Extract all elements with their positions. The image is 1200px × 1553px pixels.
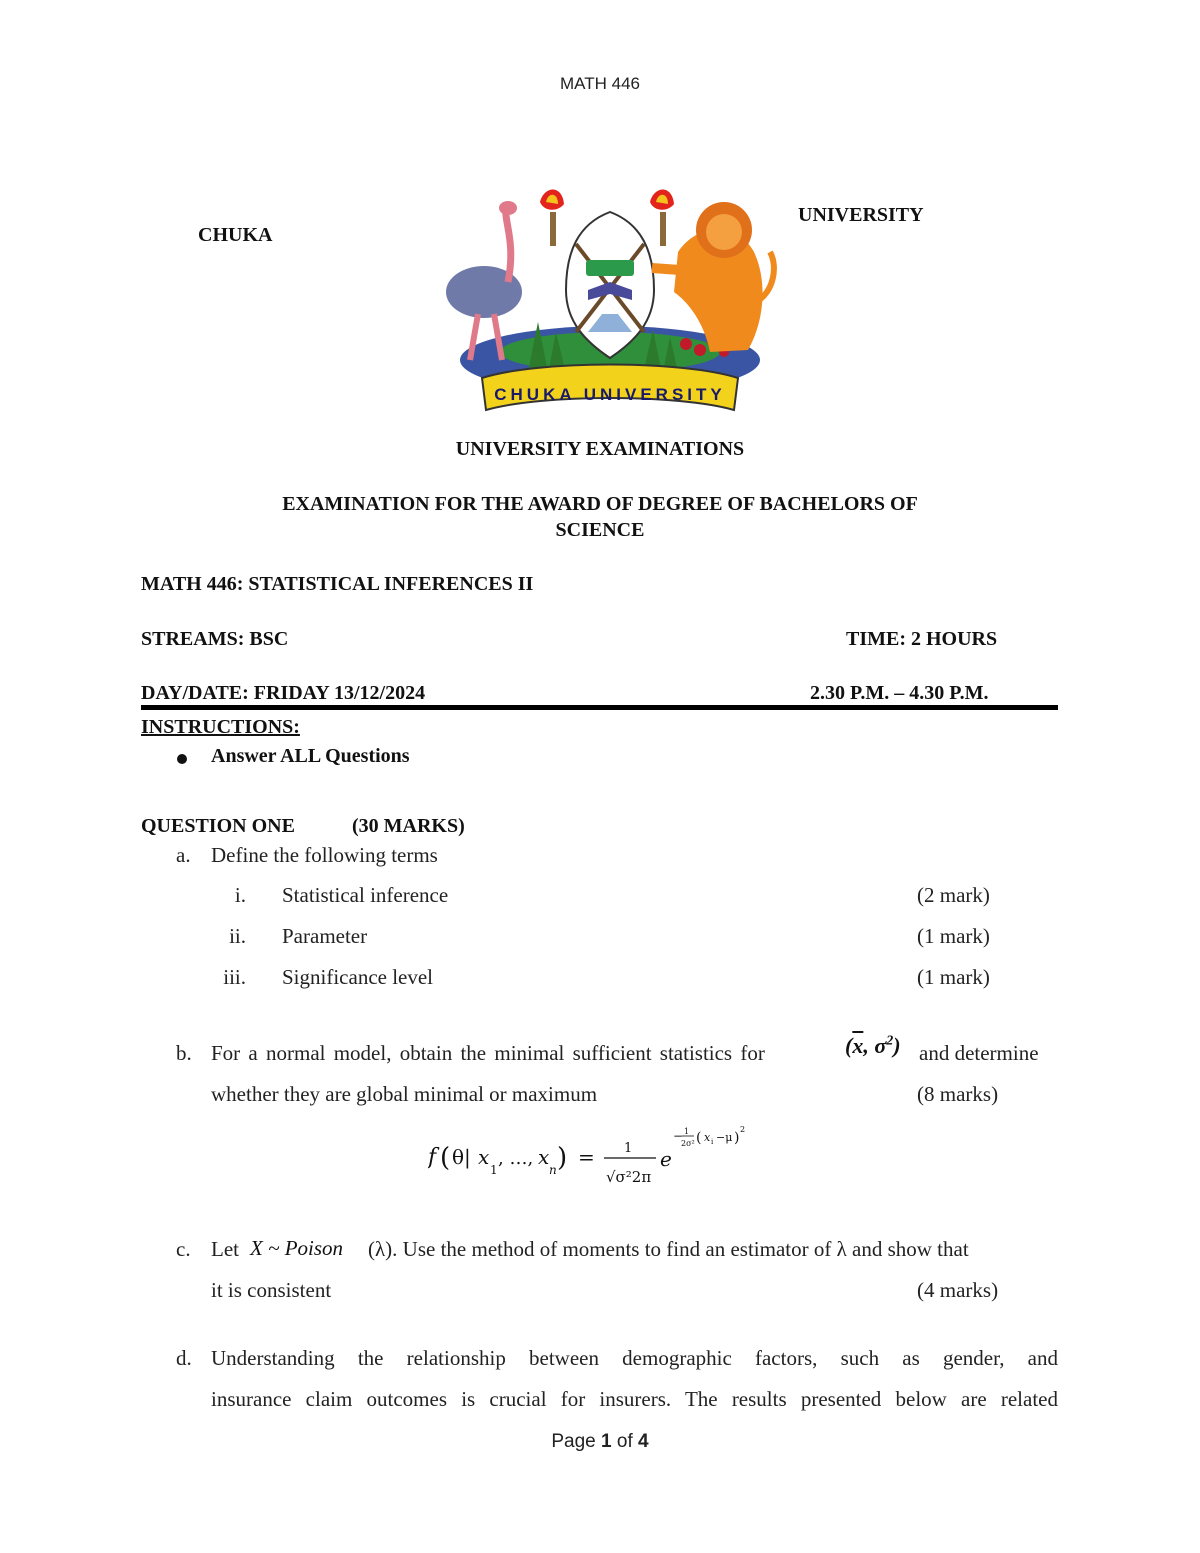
item-text: Significance level [282,965,434,989]
item-text: Parameter [282,924,368,948]
instruction-item: Answer ALL Questions [211,745,410,767]
normal-density-formula [428,1122,788,1194]
streams: STREAMS: BSC [141,628,289,650]
page-footer [0,1431,1200,1453]
bullet-icon [177,754,187,764]
svg-text:x: x [704,1131,711,1144]
exam-duration: TIME: 2 HOURS [846,628,998,650]
footer-page-total: 4 [638,1431,649,1452]
svg-text:): ) [734,1130,740,1146]
part-a-text: Define the following terms [211,843,438,867]
svg-text:e: e [660,1147,672,1171]
exam-session-time: 2.30 P.M. – 4.30 P.M. [810,682,989,704]
instructions-title: INSTRUCTIONS: [141,716,300,738]
svg-text:x: x [478,1145,490,1169]
svg-text:2σ²: 2σ² [681,1139,695,1148]
part-d-line2: insurance claim outcomes is crucial for insurers. The results presented below are related [211,1387,1058,1411]
item-number: ii. [229,924,246,948]
exam-day-date: DAY/DATE: FRIDAY 13/12/2024 [141,682,426,704]
svg-text:2: 2 [740,1125,746,1134]
university-crest-logo [438,182,783,418]
header-right-word: UNIVERSITY [798,204,924,226]
svg-text:=: = [578,1145,595,1169]
item-marks: (1 mark) [917,965,990,989]
part-b-label: b. [176,1041,192,1065]
part-d-label: d. [176,1346,192,1370]
part-c-line1: (λ). Use the method of moments to find an estimator of λ and show that [368,1237,969,1261]
part-c-let: Let [211,1237,239,1261]
poisson-math: X ~ Poison [250,1236,344,1260]
svg-text:−μ: −μ [716,1131,733,1144]
part-b-line1: For a normal model, obtain the minimal sufficient statistics for [211,1041,765,1065]
header-divider [141,705,1058,710]
svg-text:): ) [557,1143,568,1173]
part-c-marks: (4 marks) [917,1278,999,1302]
part-a-label: a. [176,843,191,867]
svg-text:1: 1 [490,1163,498,1177]
svg-text:1: 1 [624,1141,633,1156]
svg-text:(: ( [440,1143,451,1173]
part-b-line2: whether they are global minimal or maximum [211,1082,598,1106]
footer-of-word: of [616,1431,633,1452]
svg-text:i: i [711,1138,714,1146]
course-title: MATH 446: STATISTICAL INFERENCES II [141,573,534,595]
header-left-word: CHUKA [198,224,273,246]
svg-text:f: f [428,1145,437,1170]
exam-type-title: UNIVERSITY EXAMINATIONS [455,438,745,460]
svg-text:n: n [549,1163,557,1177]
svg-text:(: ( [696,1130,702,1146]
svg-text:x: x [538,1145,550,1169]
part-c-line2: it is consistent [211,1278,332,1302]
item-number: i. [234,883,246,907]
award-line-1: EXAMINATION FOR THE AWARD OF DEGREE OF BACHELORS OF [282,493,918,515]
part-b-marks: (8 marks) [917,1082,999,1106]
item-marks: (1 mark) [917,924,990,948]
item-marks: (2 mark) [917,883,990,907]
part-b-line1-end: and determine [919,1041,1039,1065]
question-one-title: QUESTION ONE [141,815,295,837]
svg-text:, …,: , …, [498,1148,534,1169]
svg-text:√σ²2π: √σ²2π [606,1168,652,1186]
part-c-label: c. [176,1237,191,1261]
award-line-2: SCIENCE [555,519,645,541]
running-header: MATH 446 [560,74,640,93]
svg-text:−: − [673,1129,684,1143]
question-one-marks: (30 MARKS) [352,815,465,837]
footer-page-word: Page [551,1431,596,1452]
item-number: iii. [223,965,246,989]
stat-pair-math: ($\overline{x}$, $\sigma^2$) [845,1033,901,1058]
part-d-line1: Understanding the relationship between demographic factors, such as gender, and [211,1346,1058,1370]
crest-banner-text: CHUKA UNIVERSITY [494,385,726,404]
svg-text:θ|: θ| [452,1145,471,1169]
item-text: Statistical inference [282,883,449,907]
footer-page-number: 1 [601,1431,612,1452]
svg-text:1: 1 [684,1127,690,1136]
